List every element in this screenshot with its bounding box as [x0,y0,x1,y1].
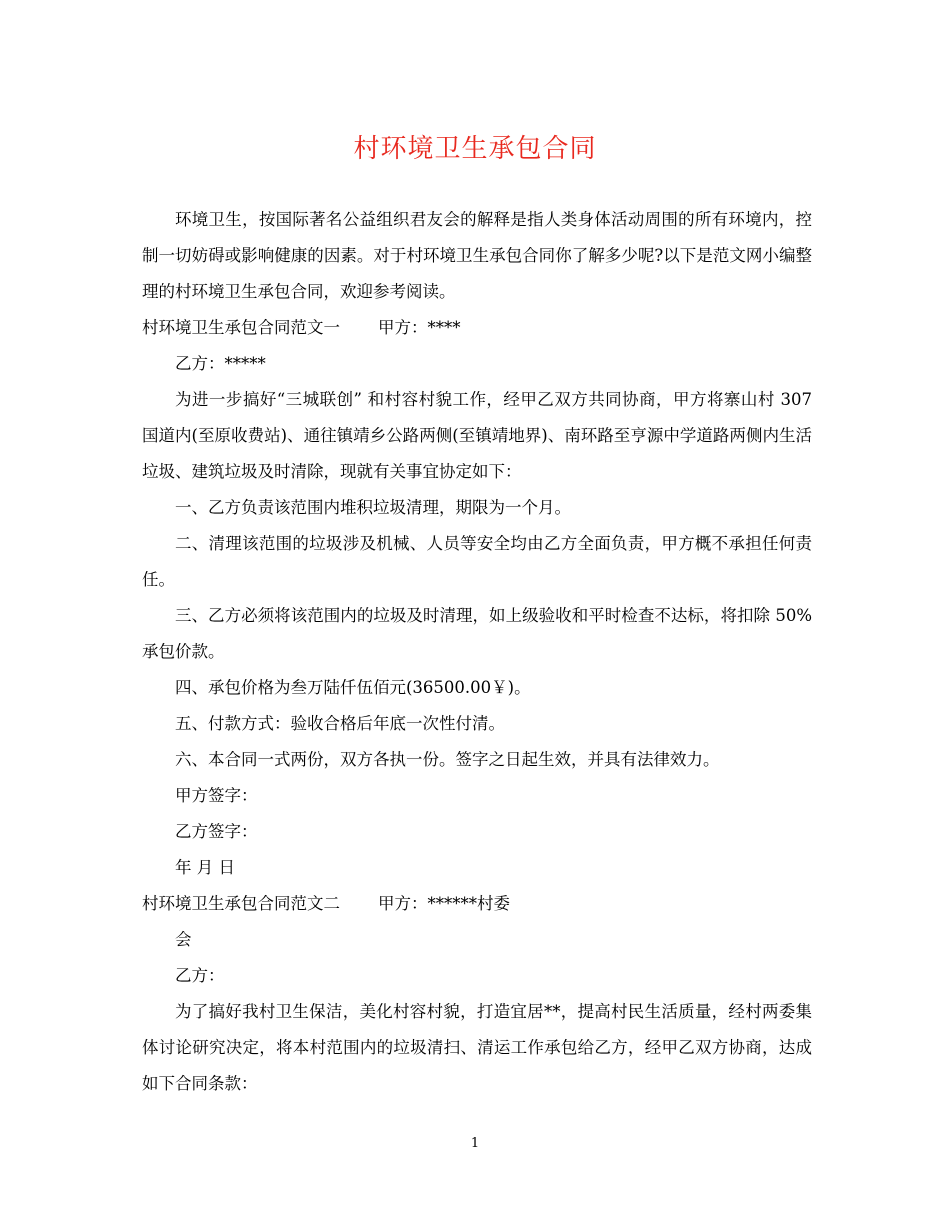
document-title: 村环境卫生承包合同 [353,134,597,164]
section1-heading-line [142,310,812,346]
clause-4: 四、承包价格为叁万陆仟伍佰元(36500.00￥)。 [175,678,531,697]
section2-preamble: 为了搞好我村卫生保洁，美化村容村貌，打造宜居**，提高村民生活质量，经村两委集体讨论研究决定，将本村范围内的垃圾清扫、清运工作承包给乙方，经甲乙双方协商，达成如下合同条款： [142,1002,812,1093]
section2-party-a: 甲方：******村委 [378,894,510,913]
intro-paragraph: 环境卫生，按国际著名公益组织君友会的解释是指人类身体活动周围的所有环境内，控制一切妨碍或影响健康的因素。对于村环境卫生承包合同你了解多少呢?以下是范文网小编整理的村环境卫生承包合同，欢迎参考阅读。 [142,210,812,301]
section2-party-a-cont: 会 [175,930,192,949]
clause-2: 二、清理该范围的垃圾涉及机械、人员等安全均由乙方全面负责，甲方概不承担任何责任。 [142,534,812,589]
section1-sign-b: 乙方签字： [175,822,258,841]
section1-preamble: 为进一步搞好“三城联创” 和村容村貌工作，经甲乙双方共同协商，甲方将寨山村 307 国道内(至原收费站)、通往镇靖乡公路两侧(至镇靖地界)、南环路至亨源中学道路两侧内生活垃圾、建筑垃圾及时清除，现就有关事宜协定如下： [142,390,812,481]
clause-6: 六、本合同一式两份，双方各执一份。签字之日起生效，并具有法律效力。 [175,750,720,769]
clause-1: 一、乙方负责该范围内堆积垃圾清理，期限为一个月。 [175,498,571,517]
section2-heading: 村环境卫生承包合同范文二 [142,894,340,913]
clause-3: 三、乙方必须将该范围内的垃圾及时清理，如上级验收和平时检查不达标，将扣除 50%承包价款。 [142,606,812,661]
page-number: 1 [470,1136,480,1151]
section1-party-a: 甲方：**** [378,318,461,337]
section1-sign-a: 甲方签字： [175,786,258,805]
section1-party-b: 乙方：***** [175,354,266,373]
section2-heading-line [142,886,812,922]
section2-party-b: 乙方： [175,966,225,985]
clause-5: 五、付款方式：验收合格后年底一次性付清。 [175,714,505,733]
section1-date: 年 月 日 [175,858,235,877]
section1-heading: 村环境卫生承包合同范文一 [142,318,340,337]
document-body [142,202,812,1102]
